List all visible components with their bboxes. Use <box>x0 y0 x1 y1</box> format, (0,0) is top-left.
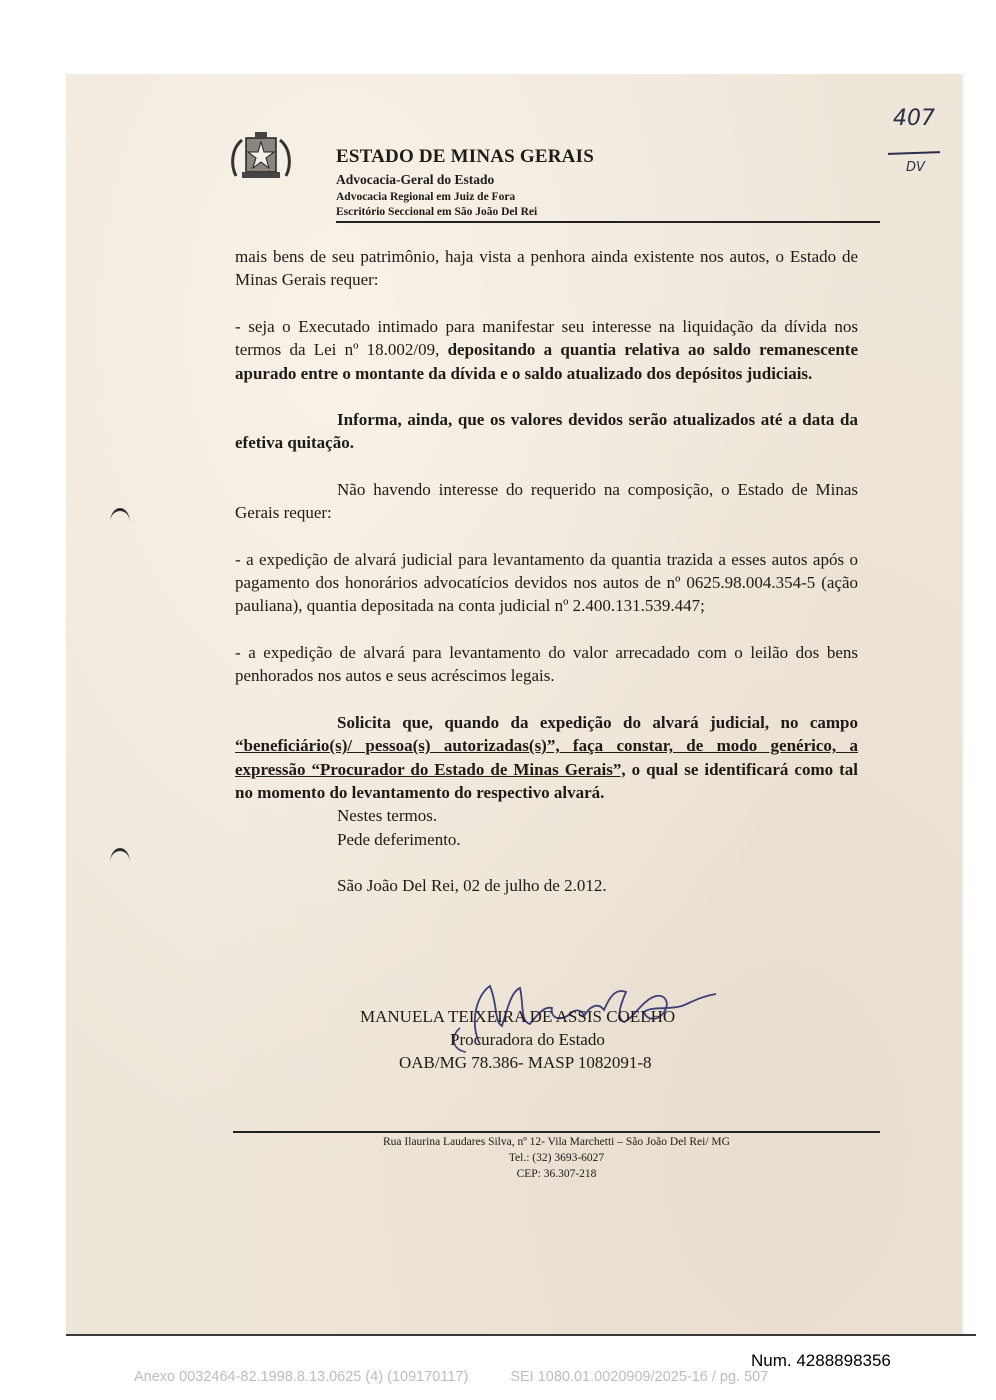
paragraph: Informa, ainda, que os valores devidos serão atualizados até a data da efetiva quitação. <box>235 410 858 453</box>
paragraph-bold-text: depositando a quantia relativa ao saldo remanescente apurado entre o montante da dívida e o saldo atualizado dos depósitos judiciais. <box>235 340 858 383</box>
paragraph: - a expedição de alvará judicial para levantamento da quantia trazida a esses autos após o pagamento dos honorários advocatícios devidos nos autos de nº 0625.98.004.354-5 (ação pauliana), quantia depositada na conta judicial nº 2.400.131.539.447; <box>235 549 858 616</box>
place-date: São João Del Rei, 02 de julho de 2.012. <box>337 876 607 896</box>
footer-divider <box>233 1131 880 1133</box>
header-subtitle: Advocacia Regional em Juiz de Fora <box>336 191 516 203</box>
header-title: ESTADO DE MINAS GERAIS <box>336 146 594 167</box>
handwritten-page-number: 407 <box>893 106 935 131</box>
header-divider <box>336 221 880 223</box>
closing-line: Pede deferimento. <box>337 829 461 849</box>
paragraph-text: Solicita que, quando da expedição do alvará judicial, no campo <box>337 712 858 732</box>
handwritten-initials: DV <box>906 160 925 175</box>
scan-edge <box>962 74 964 1336</box>
paragraph <box>235 315 858 385</box>
paragraph <box>235 711 858 805</box>
closing-line: Nestes termos. <box>337 806 438 826</box>
footer-cep: CEP: 36.307-218 <box>516 1168 597 1180</box>
underlined-text: “beneficiário(s)/ pessoa(s) autorizadas(s)”, faça constar, de modo genérico, a expressão “Procurador do Estado de Minas Gerais”, <box>235 736 858 779</box>
signature-block <box>340 1003 780 1093</box>
document-number: Num. 4288898356 <box>751 1351 891 1370</box>
signer-registration: OAB/MG 78.386- MASP 1082091-8 <box>399 1053 652 1072</box>
paragraph-text: - seja o Executado intimado para manifestar seu interesse na liquidação da dívida nos termos da Lei nº 18.002/09, <box>235 316 858 360</box>
punch-hole <box>110 508 130 537</box>
paragraph: - a expedição de alvará para levantamento do valor arrecadado com o leilão dos bens penhorados nos autos e seus acréscimos legais. <box>235 642 858 686</box>
document-body <box>235 245 858 898</box>
paragraph-text: o qual se identificará como tal no momento do levantamento do respectivo alvará. <box>235 759 858 802</box>
header-subtitle: Escritório Seccional em São João Del Rei <box>336 206 538 218</box>
sei-stamp <box>134 1369 768 1385</box>
sei-reference: SEI 1080.01.0020909/2025-16 / pg. 507 <box>510 1369 769 1385</box>
signer-role: Procuradora do Estado <box>450 1030 605 1049</box>
coat-of-arms-icon <box>228 130 294 186</box>
paragraph: Não havendo interesse do requerido na composição, o Estado de Minas Gerais requer: <box>235 479 858 523</box>
footer-address: Rua Ilaurina Laudares Silva, nº 12- Vila Marchetti – São João Del Rei/ MG <box>383 1136 730 1148</box>
annex-reference: Anexo 0032464-82.1998.8.13.0625 (4) (109170117) <box>134 1369 469 1385</box>
punch-hole <box>110 848 130 877</box>
signer-name: MANUELA TEIXEIRA DE ASSIS COELHO <box>360 1007 676 1026</box>
header-subtitle: Advocacia-Geral do Estado <box>336 172 495 187</box>
footer-phone: Tel.: (32) 3693-6027 <box>508 1152 605 1164</box>
scan-edge-bottom <box>66 1334 976 1336</box>
paragraph: mais bens de seu patrimônio, haja vista a penhora ainda existente nos autos, o Estado de Minas Gerais requer: <box>235 247 858 290</box>
